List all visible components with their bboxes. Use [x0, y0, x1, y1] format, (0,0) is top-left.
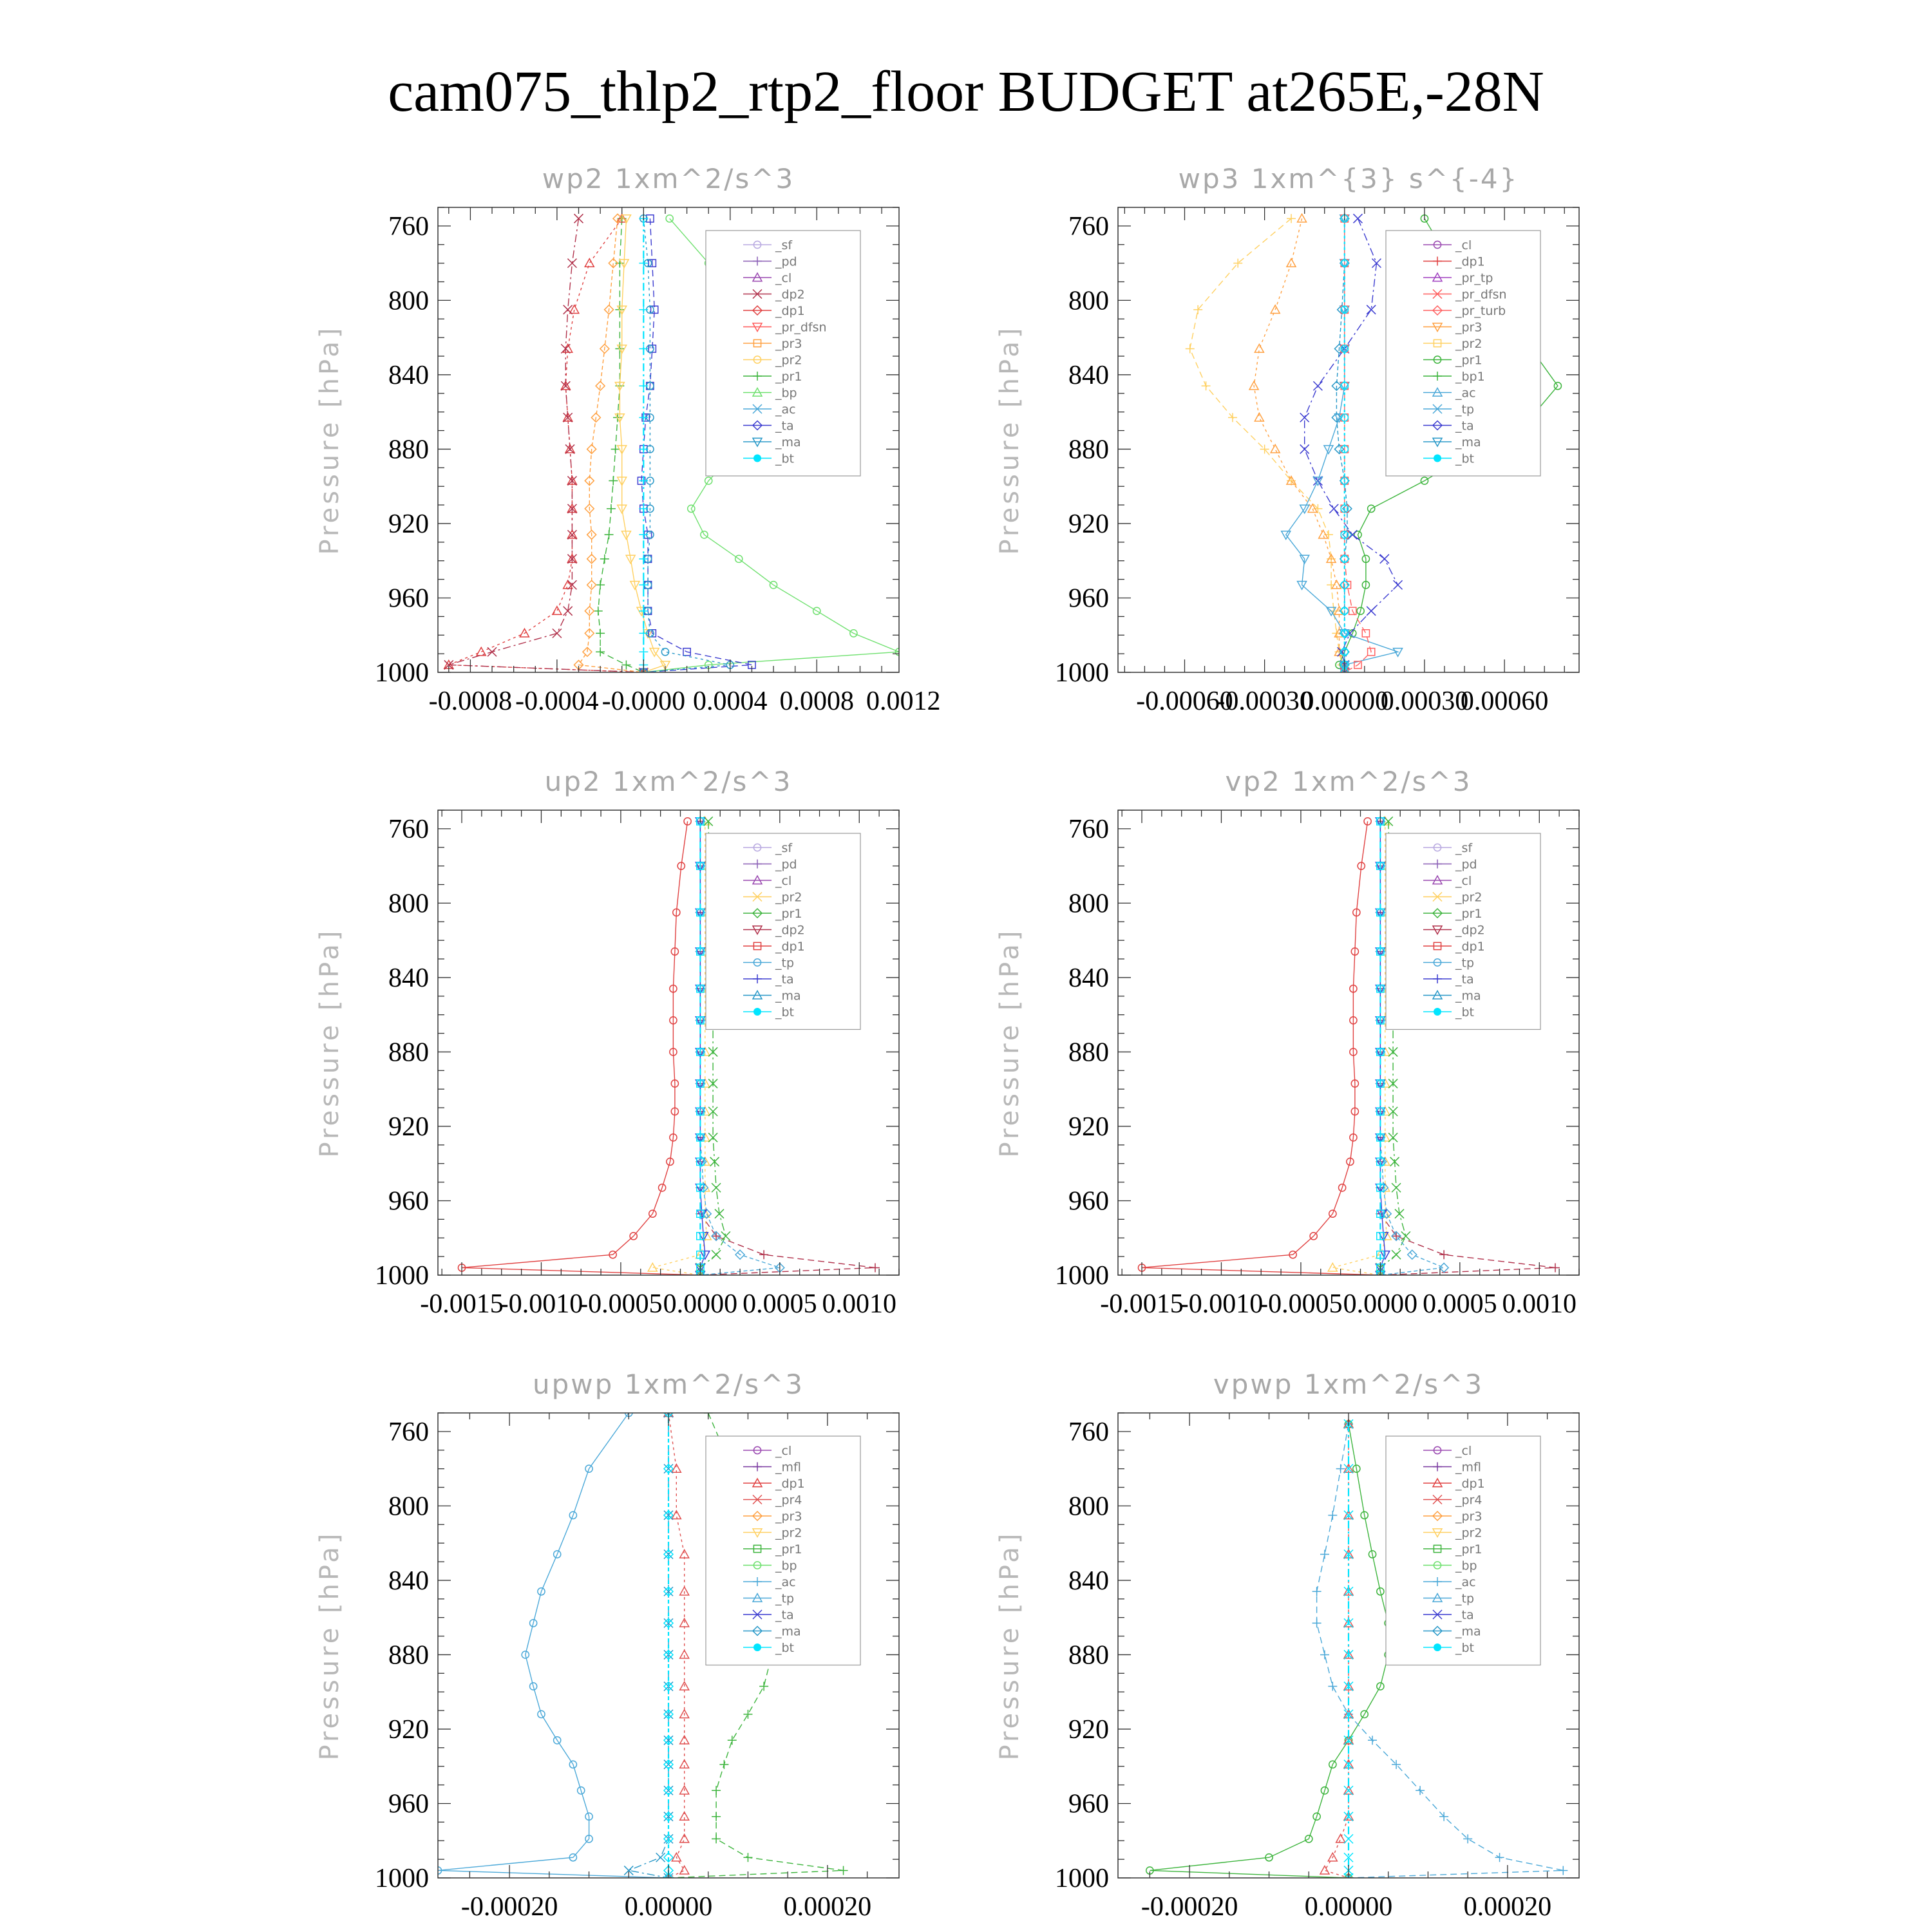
panel-upwp [315, 1368, 899, 1922]
x-tick-label: -0.0010 [499, 1289, 583, 1319]
legend-label: _ac [775, 402, 796, 417]
legend-label: _pr3 [775, 1510, 802, 1524]
legend-label: _cl [775, 874, 792, 888]
series-point-pr1 [721, 1231, 730, 1240]
legend-label: _cl [1455, 1444, 1472, 1458]
series-point-pr1 [712, 1250, 721, 1259]
series-point-tp [1558, 1866, 1567, 1875]
legend-label: _dp2 [775, 923, 805, 938]
y-tick-label: 920 [1068, 1112, 1109, 1142]
x-tick-label: 0.0012 [866, 687, 941, 716]
y-tick-label: 880 [388, 1037, 429, 1068]
legend-label: _ta [775, 419, 794, 433]
legend-label: _mfl [1455, 1460, 1481, 1475]
y-tick-label: 960 [388, 1186, 429, 1217]
legend-label: _pr3 [775, 337, 802, 351]
x-tick-label: 0.00000 [1300, 687, 1389, 716]
y-tick-label: 880 [1068, 1037, 1109, 1068]
x-tick-label: 0.00020 [1463, 1892, 1552, 1922]
series-point-dp2 [759, 1250, 768, 1259]
legend-label: _ma [775, 1624, 801, 1639]
series-point-dp2 [553, 629, 562, 638]
legend [1386, 833, 1540, 1030]
legend-label: _pr2 [775, 890, 802, 905]
y-tick-label: 800 [1068, 1492, 1109, 1522]
legend-label: _mfl [775, 1460, 801, 1475]
x-tick-label: 0.00030 [1380, 687, 1469, 716]
series-point-pr1 [1392, 1183, 1401, 1192]
panel-wp2 [315, 163, 940, 716]
legend-label: _pr1 [1455, 1542, 1482, 1557]
series-point-pr3 [1271, 444, 1280, 453]
legend-label: _bt [1455, 451, 1475, 466]
series-point-pr2 [648, 1263, 657, 1271]
series-point-pr1 [719, 1760, 728, 1769]
series-point-pr1 [607, 504, 616, 513]
series-point-dp2 [488, 647, 497, 656]
legend-label: _tp [1455, 402, 1475, 417]
y-tick-label: 760 [388, 1417, 429, 1447]
x-tick-label: -0.0000 [601, 687, 686, 716]
series-point-pr4 [680, 1866, 689, 1874]
legend-label: _pr_dfsn [775, 320, 827, 335]
legend-label: _dp1 [1455, 254, 1485, 269]
legend-label: _dp1 [775, 1477, 805, 1491]
series-point-pr1 [712, 1834, 721, 1843]
y-tick-label: 960 [1068, 1789, 1109, 1819]
y-tick-label: 1000 [1055, 1261, 1109, 1291]
series-point-dp2 [564, 305, 573, 314]
y-tick-label: 760 [1068, 1417, 1109, 1447]
series-point-ta [1394, 580, 1403, 589]
legend-label: _dp2 [775, 287, 805, 302]
x-tick-label: 0.00000 [624, 1892, 713, 1922]
y-tick-label: 840 [388, 1566, 429, 1596]
series-point-pr1 [596, 647, 605, 656]
series-point-pr1 [1392, 1250, 1401, 1259]
panel-vp2 [995, 766, 1579, 1319]
legend-label: _cl [1455, 238, 1472, 252]
y-tick-label: 800 [388, 1492, 429, 1522]
series-line-dp1 [1142, 821, 1380, 1275]
y-tick-label: 960 [388, 583, 429, 614]
legend-marker [1434, 1008, 1441, 1016]
legend-label: _cl [775, 1444, 792, 1458]
x-tick-label: 0.0005 [743, 1289, 817, 1319]
series-point-dp2 [871, 1263, 880, 1272]
series-point-pr1 [712, 1812, 721, 1821]
legend-label: _pr1 [775, 907, 802, 921]
y-tick-label: 760 [388, 814, 429, 844]
x-tick-label: -0.0015 [420, 1289, 504, 1319]
x-tick-label: -0.0005 [1259, 1289, 1343, 1319]
legend [1386, 231, 1540, 476]
panel-title: vpwp 1xm^2/s^3 [1213, 1368, 1484, 1400]
y-axis-label: Pressure [hPa] [315, 927, 345, 1158]
legend-label: _pd [775, 254, 797, 269]
series-point-ta [1313, 381, 1322, 390]
series-point-pr2 [1328, 1263, 1337, 1271]
series-line-dp1 [462, 821, 700, 1275]
legend-marker [1434, 455, 1441, 462]
y-tick-label: 960 [1068, 583, 1109, 614]
legend-label: _bt [775, 451, 795, 466]
series-point-tp [1328, 1682, 1337, 1691]
series-point-dp2 [574, 214, 583, 223]
x-tick-label: -0.00020 [460, 1892, 558, 1922]
series-point-pr1 [596, 580, 605, 589]
series-point-pr1 [596, 629, 605, 638]
legend [1386, 1436, 1540, 1665]
series-point-pr_turb [1362, 630, 1369, 637]
series-point-pr1 [759, 1682, 768, 1691]
figure-title: cam075_thlp2_rtp2_floor BUDGET at265E,-28N [388, 60, 1544, 124]
x-tick-label: 0.0010 [1502, 1289, 1577, 1319]
legend-label: _bp [775, 1558, 797, 1573]
legend-label: _ta [1455, 972, 1474, 987]
y-tick-label: 800 [1068, 889, 1109, 919]
series-point-tp [1320, 1549, 1329, 1558]
panel-up2 [315, 766, 899, 1319]
y-tick-label: 760 [1068, 814, 1109, 844]
legend-label: _pr_dfsn [1455, 287, 1507, 302]
y-tick-label: 920 [1068, 509, 1109, 539]
y-tick-label: 880 [1068, 435, 1109, 465]
y-tick-label: 760 [1068, 211, 1109, 242]
legend-label: _bp [1455, 1558, 1477, 1573]
y-tick-label: 920 [388, 1714, 429, 1745]
panel-title: wp3 1xm^{3} s^{-4} [1178, 163, 1519, 194]
y-axis-label: Pressure [hPa] [995, 927, 1025, 1158]
series-point-pr1 [609, 477, 618, 486]
legend-label: _tp [775, 1591, 795, 1606]
legend-label: _bp [775, 386, 797, 401]
series-point-tp [1312, 1587, 1321, 1596]
legend-label: _pr4 [775, 1493, 802, 1508]
y-axis-label: Pressure [hPa] [995, 1530, 1025, 1761]
y-tick-label: 880 [1068, 1640, 1109, 1671]
series-point-pr3 [1287, 259, 1296, 267]
y-tick-label: 1000 [375, 1864, 429, 1893]
series-point-bt [639, 305, 648, 314]
legend-label: _pr2 [775, 1526, 802, 1540]
legend-label: _bt [1455, 1641, 1475, 1655]
x-tick-label: 0.0005 [1423, 1289, 1497, 1319]
x-tick-label: -0.00020 [1141, 1892, 1238, 1922]
series-point-ta [1329, 504, 1338, 513]
x-tick-label: -0.00030 [1216, 687, 1313, 716]
series-point-pr1 [1401, 1231, 1410, 1240]
series-point-bt [639, 344, 648, 353]
y-tick-label: 960 [1068, 1186, 1109, 1217]
y-tick-label: 920 [1068, 1714, 1109, 1745]
legend-marker [753, 1008, 761, 1016]
y-tick-label: 800 [1068, 286, 1109, 316]
legend-label: _pr2 [1455, 1526, 1482, 1540]
y-tick-label: 840 [388, 963, 429, 993]
series-point-pr4 [1336, 1834, 1345, 1842]
y-tick-label: 760 [388, 211, 429, 242]
panel-title: upwp 1xm^2/s^3 [533, 1368, 804, 1400]
y-tick-label: 880 [388, 435, 429, 465]
legend-label: _pr2 [775, 353, 802, 368]
panel-title: wp2 1xm^2/s^3 [542, 163, 795, 194]
x-tick-label: -0.0010 [1179, 1289, 1264, 1319]
series-point-ta [1353, 214, 1362, 223]
x-tick-label: 0.0010 [822, 1289, 897, 1319]
x-tick-label: -0.00060 [1136, 687, 1233, 716]
legend-label: _pr4 [1455, 1493, 1482, 1508]
series-point-tp [1312, 1618, 1321, 1627]
legend-label: _pr1 [1455, 907, 1482, 921]
x-tick-label: -0.0015 [1100, 1289, 1184, 1319]
legend-label: _tp [1455, 956, 1475, 971]
panel-title: up2 1xm^2/s^3 [544, 766, 793, 797]
series-point-tp [1416, 1786, 1425, 1795]
legend-marker [753, 1643, 761, 1651]
series-point-bt [639, 647, 648, 656]
legend-label: _sf [775, 841, 793, 855]
legend-label: _ma [1455, 435, 1481, 450]
series-point-dp2 [567, 259, 576, 268]
x-tick-label: -0.0008 [428, 687, 513, 716]
series-line-ma [629, 1413, 668, 1878]
series-point-pr3 [1255, 413, 1264, 421]
legend-label: _bt [775, 1641, 795, 1655]
y-tick-label: 920 [388, 509, 429, 539]
series-point-pr1 [594, 607, 603, 616]
series-point-bt [1344, 1834, 1353, 1843]
y-tick-label: 920 [388, 1112, 429, 1142]
series-point-pr1 [712, 1786, 721, 1795]
legend-label: _sf [1455, 841, 1473, 855]
legend-label: _ma [1455, 1624, 1481, 1639]
series-point-dp2 [712, 1231, 721, 1240]
series-point-pr1 [712, 1183, 721, 1192]
legend [706, 833, 860, 1030]
series-point-ta [1367, 607, 1376, 616]
legend-label: _pr_tp [1455, 271, 1493, 285]
legend-marker [753, 455, 761, 462]
series-point-dp2 [1551, 1263, 1560, 1272]
legend-label: _pr3 [1455, 1510, 1482, 1524]
legend-label: _bp1 [1455, 370, 1485, 384]
x-tick-label: -0.0005 [579, 1289, 663, 1319]
series-point-pr1 [839, 1866, 848, 1875]
x-tick-label: 0.00020 [783, 1892, 872, 1922]
legend [706, 1436, 860, 1665]
y-tick-label: 960 [388, 1789, 429, 1819]
y-tick-label: 1000 [375, 1261, 429, 1291]
series-point-ta [1348, 530, 1357, 539]
legend-label: _pr_turb [1455, 304, 1506, 318]
y-tick-label: 840 [1068, 1566, 1109, 1596]
legend-label: _ta [1455, 1608, 1474, 1622]
y-tick-label: 840 [1068, 360, 1109, 390]
series-line-dp2 [449, 218, 644, 672]
chart-panels [315, 163, 1579, 1922]
series-point-tp [1495, 1853, 1504, 1862]
legend-label: _pr1 [775, 1542, 802, 1557]
legend-label: _sf [775, 238, 793, 252]
legend-label: _cl [1455, 874, 1472, 888]
legend-label: _bt [775, 1005, 795, 1019]
series-line-pr3 [579, 218, 644, 672]
panel-vpwp [995, 1368, 1579, 1922]
y-tick-label: 880 [388, 1640, 429, 1671]
series-point-pr1 [600, 554, 609, 564]
panel-title: vp2 1xm^2/s^3 [1225, 766, 1472, 797]
legend-label: _ta [1455, 419, 1474, 433]
series-point-dp1 [585, 259, 594, 267]
legend-label: _tp [775, 956, 795, 971]
y-tick-label: 840 [388, 360, 429, 390]
series-point-pr1 [728, 1736, 737, 1745]
legend [706, 231, 860, 476]
x-tick-label: 0.0004 [693, 687, 768, 716]
y-tick-label: 800 [388, 889, 429, 919]
y-axis-label: Pressure [hPa] [995, 325, 1025, 555]
series-line-tp [438, 1413, 668, 1878]
y-axis-label: Pressure [hPa] [315, 325, 345, 555]
x-tick-label: -0.0004 [515, 687, 599, 716]
legend-label: _ac [1455, 1575, 1476, 1589]
legend-label: _dp1 [1455, 1477, 1485, 1491]
legend-label: _pr2 [1455, 890, 1482, 905]
series-point-pr4 [680, 1587, 689, 1595]
legend-label: _ma [775, 435, 801, 450]
series-point-tp [1320, 1650, 1329, 1659]
series-line-dp1 [449, 218, 644, 672]
x-tick-label: 0.0000 [1343, 1289, 1418, 1319]
series-point-pr1 [605, 530, 614, 539]
series-point-pr2 [1186, 344, 1195, 353]
series-point-pr4 [1320, 1866, 1329, 1874]
y-tick-label: 840 [1068, 963, 1109, 993]
y-tick-label: 1000 [1055, 1864, 1109, 1893]
series-point-pr1 [743, 1853, 752, 1862]
legend-label: _ma [775, 989, 801, 1003]
x-tick-label: 0.00000 [1304, 1892, 1393, 1922]
y-tick-label: 1000 [1055, 658, 1109, 688]
legend-label: _pr2 [1455, 337, 1482, 351]
legend-label: _cl [775, 271, 792, 285]
legend-label: _ac [775, 1575, 796, 1589]
legend-label: _dp2 [1455, 923, 1485, 938]
series-point-ta [1300, 444, 1309, 453]
legend-label: _dp1 [775, 940, 805, 954]
legend-label: _ma [1455, 989, 1481, 1003]
x-tick-label: 0.0008 [779, 687, 855, 716]
x-tick-label: 0.0000 [663, 1289, 738, 1319]
legend-label: _ac [1455, 386, 1476, 401]
series-point-ma [661, 649, 668, 656]
panel-wp3 [995, 163, 1579, 716]
legend-label: _pr1 [1455, 353, 1482, 368]
legend-label: _dp1 [775, 304, 805, 318]
legend-label: _ta [775, 1608, 794, 1622]
legend-label: _pd [775, 857, 797, 872]
series-point-pr1 [621, 660, 630, 669]
y-tick-label: 1000 [375, 658, 429, 688]
legend-label: _bt [1455, 1005, 1475, 1019]
series-point-dp2 [1439, 1250, 1448, 1259]
legend-label: _ta [775, 972, 794, 987]
y-tick-label: 800 [388, 286, 429, 316]
series-line-pr2 [1190, 218, 1345, 672]
legend-label: _dp1 [1455, 940, 1485, 954]
series-point-dp1 [564, 580, 573, 589]
legend-marker [1434, 1643, 1441, 1651]
series-point-pr3 [1298, 214, 1307, 222]
series-point-dp2 [564, 607, 573, 616]
series-point-pr1 [743, 1710, 752, 1719]
legend-label: _pd [1455, 857, 1477, 872]
legend-label: _tp [1455, 1591, 1475, 1606]
series-point-ta [1380, 554, 1389, 564]
series-point-pr2 [1202, 381, 1211, 390]
y-axis-label: Pressure [hPa] [315, 1530, 345, 1761]
series-line-pr4 [668, 1413, 685, 1878]
legend-label: _pr1 [775, 370, 802, 384]
legend-label: _pr3 [1455, 320, 1482, 335]
series-point-tp [1328, 1511, 1337, 1520]
x-tick-label: 0.00060 [1460, 687, 1549, 716]
